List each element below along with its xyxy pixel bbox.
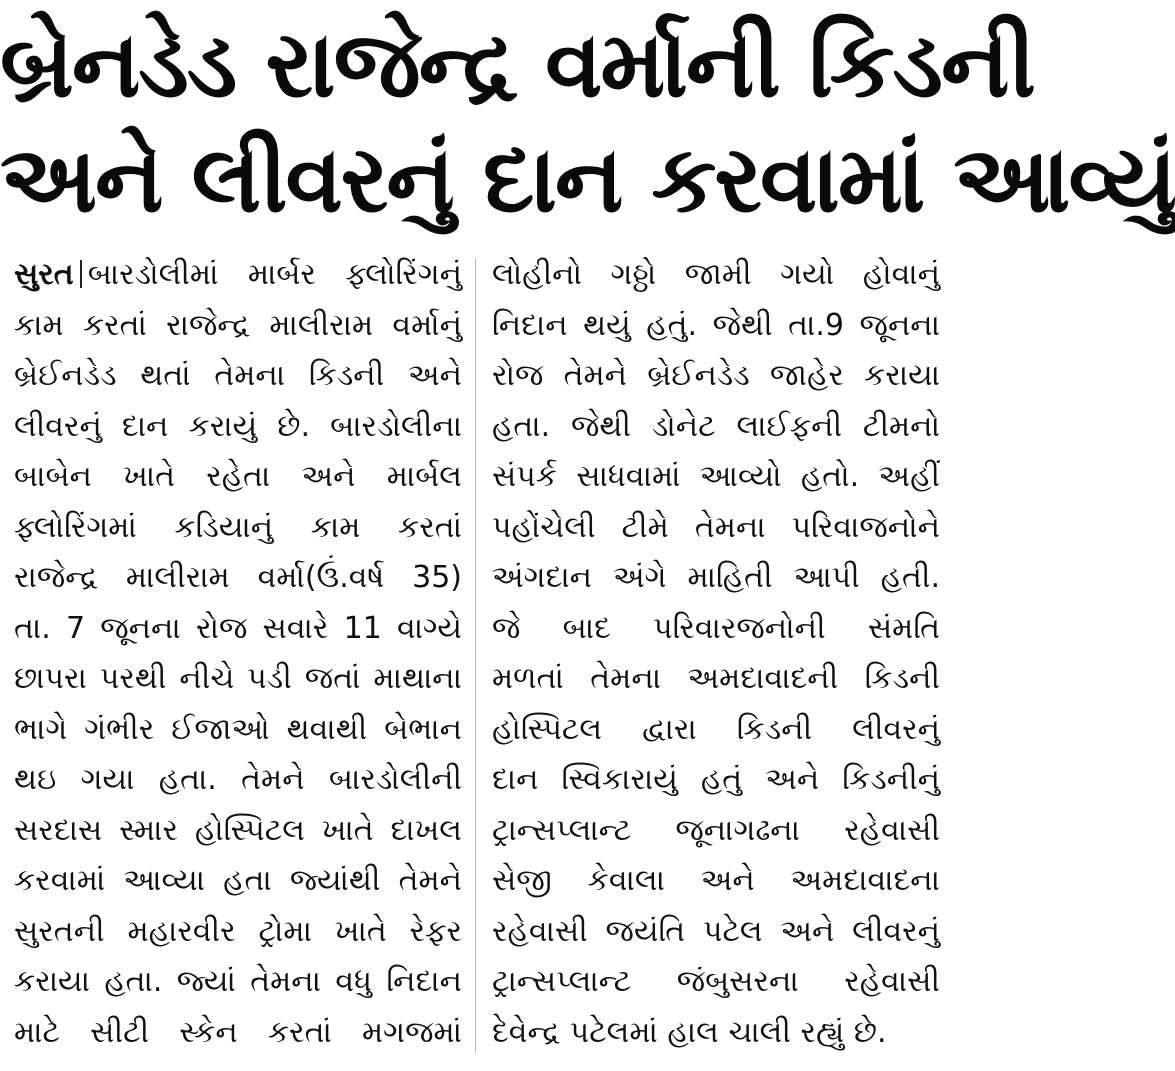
article-line: રાજેન્દ્ર માલીરામ વર્મા(ઉં.વર્ષ 35) — [14, 560, 462, 595]
headline — [0, 0, 1175, 248]
article-line: ફ્લોરિંગમાં કડિયાનું કામ કરતાં — [14, 509, 462, 545]
article-column-left — [14, 250, 462, 1060]
article-column-right — [492, 250, 940, 1060]
column-divider — [475, 258, 476, 1053]
article-line: સંપર્ક સાધવામાં આવ્યો હતો. અહીં — [492, 459, 940, 494]
article-line: હોસ્પિટલ દ્વારા કિડની લીવરનું — [492, 711, 940, 747]
headline-line-2: અને લીવરનું દાન કરવામાં આવ્યું — [0, 126, 1175, 233]
article-line — [14, 252, 462, 298]
article-line: રોજ તેમને બ્રેઈનડેડ જાહેર કરાયા — [492, 358, 940, 393]
article-line: સેજી કેવાલા અને અમદાવાદના — [492, 863, 940, 898]
article-line: ટ્રાન્સપ્લાન્ટ જંબુસરના રહેવાસી — [492, 964, 940, 999]
article-line: કરાયા હતા. જ્યાં તેમના વધુ નિદાન — [14, 964, 462, 999]
article-line: કામ કરતાં રાજેન્દ્ર માલીરામ વર્માનું — [14, 307, 462, 343]
dateline-separator — [80, 260, 82, 288]
article-body — [14, 250, 940, 1060]
article-line: તા. 7 જૂનના રોજ સવારે 11 વાગ્યે — [14, 610, 462, 646]
article-line: અંગદાન અંગે માહિતી આપી હતી. — [492, 560, 940, 595]
article-line: રહેવાસી જયંતિ પટેલ અને લીવરનું — [492, 913, 940, 949]
article-line: જે બાદ પરિવારજનોની સંમતિ — [492, 610, 940, 646]
article-line: બ્રેઈનડેડ થતાં તેમના કિડની અને — [14, 358, 462, 393]
article-line: સુરતની મહારવીર ટ્રોમા ખાતે રેફર — [14, 913, 462, 949]
dateline: સુરત — [14, 257, 74, 292]
article-line: થઇ ગયા હતા. તેમને બારડોલીની — [14, 762, 462, 797]
headline-line-1: બ્રેનડેડ રાજેન્દ્ર વર્માની કિડની — [0, 11, 1034, 118]
article-line: છાપરા પરથી નીચે પડી જતાં માથાના — [14, 661, 462, 696]
article-line: મળતાં તેમના અમદાવાદની કિડની — [492, 661, 940, 696]
article-line: પહોંચેલી ટીમે તેમના પરિવાજનોને — [492, 509, 940, 545]
article-line: દાન સ્વિકારાયું હતું અને કિડનીનું — [492, 762, 940, 797]
article-line: દેવેન્દ્ર પટેલમાં હાલ ચાલી રહ્યું છે. — [492, 1014, 887, 1050]
article-line: માટે સીટી સ્કેન કરતાં મગજમાં — [14, 1014, 462, 1050]
article-line: હતા. જેથી ડોનેટ લાઈફની ટીમનો — [492, 408, 940, 444]
article-line: બાબેન ખાતે રહેતા અને માર્બલ — [14, 459, 462, 494]
article-line: નિદાન થયું હતું. જેથી તા.9 જૂનના — [492, 307, 940, 343]
article-line: લીવરનું દાન કરાયું છે. બારડોલીના — [14, 408, 462, 444]
article-line: લોહીનો ગઠ્ઠો જામી ગયો હોવાનું — [492, 257, 940, 292]
article-line-text: બારડોલીમાં માર્બર ફ્લોરિંગનું — [87, 257, 462, 292]
article-line: ભાગે ગંભીર ઈજાઓ થવાથી બેભાન — [14, 711, 462, 747]
article-line: સરદાસ સ્માર હોસ્પિટલ ખાતે દાખલ — [14, 812, 462, 848]
article-line: કરવામાં આવ્યા હતા જ્યાંથી તેમને — [14, 863, 462, 898]
article-line: ટ્રાન્સપ્લાન્ટ જૂનાગઢના રહેવાસી — [492, 812, 940, 848]
